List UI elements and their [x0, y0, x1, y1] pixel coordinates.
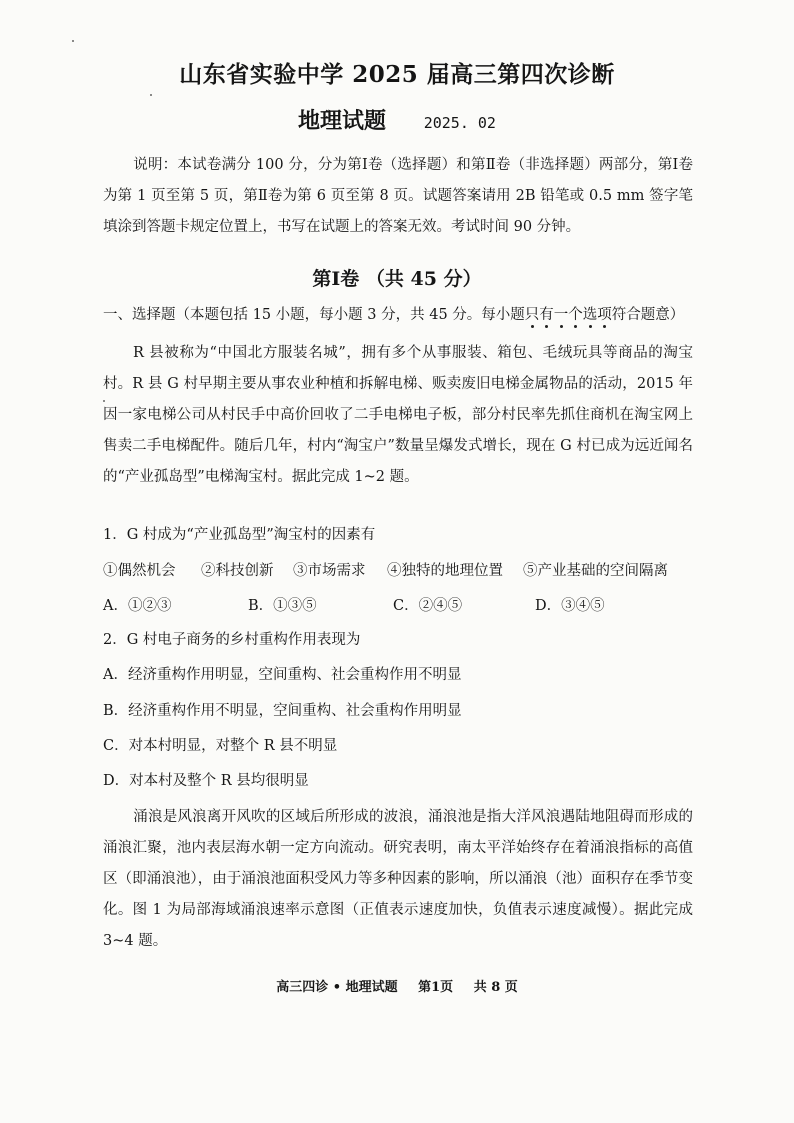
- option-b: B．①③⑤: [248, 598, 317, 614]
- emphasis-char: 选: [582, 307, 598, 323]
- footer-exam: 高三四诊 • 地理试题: [276, 980, 398, 995]
- footer-total: 共 8 页: [473, 980, 518, 995]
- question-2-stem: 2．G 村电子商务的乡村重构作用表现为: [103, 632, 361, 648]
- section-heading-prefix: 一、选择题（本题包括 15 小题，每小题 3 分，共 45 分。每小题: [103, 307, 525, 323]
- factor-item: ②科技创新: [201, 563, 274, 579]
- factor-item: ④独特的地理位置: [387, 563, 503, 579]
- emphasis-char: 个: [568, 307, 583, 323]
- factor-item: ①偶然机会: [103, 563, 176, 579]
- option-c: C．②④⑤: [393, 598, 463, 614]
- emphasis-char: 只: [524, 307, 540, 323]
- question-2-option-b: B．经济重构作用不明显，空间重构、社会重构作用明显: [103, 703, 462, 719]
- question-2-option-c: C．对本村明显，对整个 R 县不明显: [103, 738, 338, 754]
- section-heading: [103, 304, 703, 326]
- question-1-options: [103, 594, 703, 616]
- passage-2: [103, 802, 693, 957]
- exam-title: 山东省实验中学 2025 届高三第四次诊断: [179, 61, 615, 88]
- emphasis-char: 一: [553, 307, 569, 323]
- section-title: 第Ⅰ卷 （共 45 分）: [312, 268, 482, 290]
- instructions: [103, 150, 693, 243]
- question-2-option-a: A．经济重构作用明显，空间重构、社会重构作用不明显: [103, 667, 462, 683]
- factor-item: ⑤产业基础的空间隔离: [523, 563, 668, 579]
- subject-title: 地理试题: [298, 108, 387, 134]
- footer-page: 第1页: [418, 980, 454, 995]
- question-1-factors: [103, 559, 703, 581]
- option-a: A．①②③: [103, 598, 172, 614]
- factor-item: ③市场需求: [293, 563, 366, 579]
- passage-1-text: R 县被称为“中国北方服装名城”，拥有多个从事服装、箱包、毛绒玩具等商品的淘宝村。R 县 G 村早期主要从事农业种植和拆解电梯、贩卖废旧电梯金属物品的活动，2015 年因一家电梯公司从村民手中高价回收了二手电梯电子板，部分村民率先抓住商机在淘宝网上售卖二手电梯配件。随后几年，村内“淘宝户”数量呈爆发式增长，现在 G 村已成为远近闻名的“产业孤岛型”电梯淘宝村。据此完成 1~2 题。: [103, 345, 693, 485]
- scan-speck: [103, 400, 105, 402]
- option-d: D．③④⑤: [535, 598, 605, 614]
- exam-date: 2025. 02: [423, 114, 496, 132]
- emphasis-char: 有: [539, 307, 554, 323]
- question-1-stem: 1．G 村成为“产业孤岛型”淘宝村的因素有: [103, 527, 376, 543]
- scan-speck: [150, 94, 152, 96]
- passage-2-text: 涌浪是风浪离开风吹的区域后所形成的波浪，涌浪池是指大洋风浪遇陆地阻碍而形成的涌浪汇聚，池内表层海水朝一定方向流动。研究表明，南太平洋始终存在着涌浪指标的高值区（即涌浪池），由于涌浪池面积受风力等多种因素的影响，所以涌浪（池）面积存在季节变化。图 1 为局部海域涌浪速率示意图（正值表示速度加快，负值表示速度减慢）。据此完成 3~4 题。: [103, 809, 693, 949]
- instructions-text: 说明：本试卷满分 100 分，分为第Ⅰ卷（选择题）和第Ⅱ卷（非选择题）两部分，第Ⅰ卷为第 1 页至第 5 页，第Ⅱ卷为第 6 页至第 8 页。试题答案请用 2B 铅笔或 0.5 mm 签字笔填涂到答题卡规定位置上，书写在试题上的答案无效。考试时间 90 分钟。: [103, 157, 693, 235]
- emphasis-char: 项: [597, 307, 612, 323]
- page-footer: [0, 976, 794, 995]
- section-heading-suffix: 符合题意）: [611, 307, 685, 323]
- passage-1: [103, 338, 693, 493]
- scan-speck: [72, 40, 74, 42]
- question-2-option-d: D．对本村及整个 R 县均很明显: [103, 773, 309, 789]
- subject-row: [0, 104, 794, 135]
